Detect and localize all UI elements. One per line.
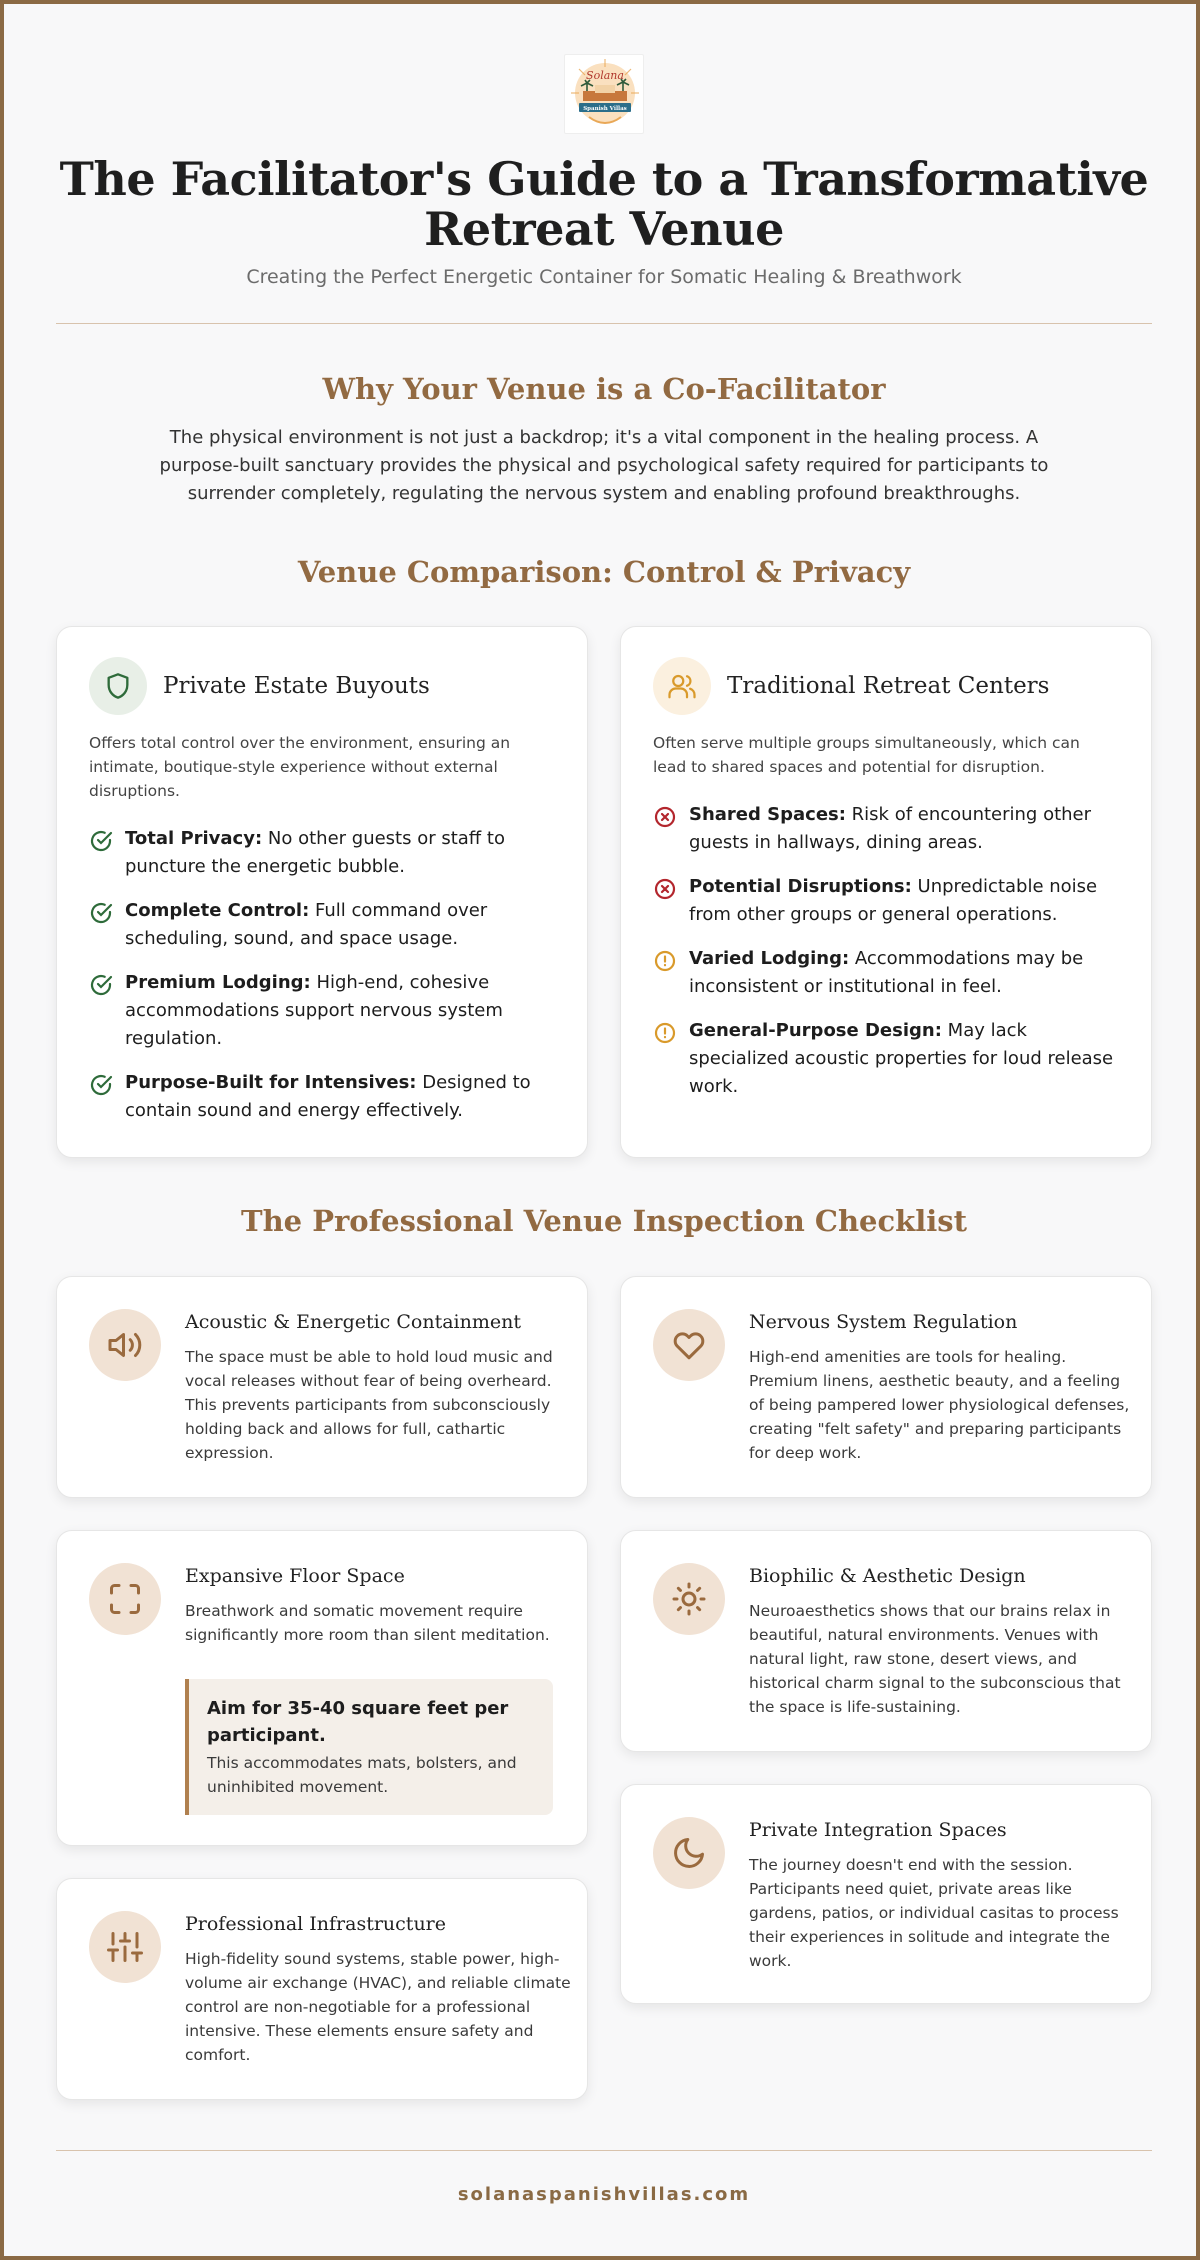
traditional-centers-card	[620, 626, 1152, 1158]
floor-space-title: Expansive Floor Space	[185, 1565, 405, 1587]
biophilic-card	[620, 1530, 1152, 1752]
list-item	[89, 825, 559, 881]
item-text: Risk of encountering other guests in hallways, dining areas.	[689, 804, 1092, 853]
check-circle-icon	[89, 829, 113, 853]
speaker-icon	[89, 1309, 161, 1381]
integration-desc: The journey doesn't end with the session. Participants need quiet, private areas like gardens, patios, or individual casitas to process their experiences in solitude and integrate the work.	[749, 1856, 1119, 1970]
traditional-centers-title: Traditional Retreat Centers	[727, 673, 1050, 699]
traditional-centers-list	[653, 801, 1123, 1117]
page-subtitle: Creating the Perfect Energetic Container for Somatic Healing & Breathwork	[246, 266, 962, 288]
private-estate-list	[89, 825, 559, 1141]
item-label: General-Purpose Design:	[689, 1020, 942, 1041]
nervous-system-desc: High-end amenities are tools for healing. Premium linens, aesthetic beauty, and a feeling of being pampered lower physiological defenses, creating "felt safety" and preparing participants for deep work.	[749, 1348, 1130, 1462]
why-heading: Why Your Venue is a Co-Facilitator	[322, 372, 886, 406]
list-item	[89, 969, 559, 1053]
item-text: May lack specialized acoustic properties for loud release work.	[689, 1020, 1114, 1097]
list-item	[653, 1017, 1123, 1101]
why-body: The physical environment is not just a backdrop; it's a vital component in the healing process. A purpose-built sanctuary provides the physical and psychological safety required for participants to surrender completely, regulating the nervous system and enabling profound breakthroughs.	[159, 427, 1049, 504]
list-item	[653, 801, 1123, 857]
private-estate-title: Private Estate Buyouts	[163, 673, 430, 699]
infrastructure-title: Professional Infrastructure	[185, 1913, 447, 1935]
comparison-heading: Venue Comparison: Control & Privacy	[297, 555, 911, 589]
callout-strong: Aim for 35-40 square feet per participant.	[207, 1698, 509, 1746]
check-circle-icon	[89, 901, 113, 925]
integration-card	[620, 1784, 1152, 2004]
nervous-system-title: Nervous System Regulation	[749, 1311, 1018, 1333]
biophilic-desc: Neuroaesthetics shows that our brains relax in beautiful, natural environments. Venues with natural light, raw stone, desert views, and historical charm signal to the subconscious that the space is life-sustaining.	[749, 1602, 1121, 1716]
item-text: Accommodations may be inconsistent or institutional in feel.	[689, 948, 1084, 997]
floor-space-card	[56, 1530, 588, 1846]
check-circle-icon	[89, 973, 113, 997]
traditional-centers-desc: Often serve multiple groups simultaneously, which can lead to shared spaces and potential for disruption.	[653, 734, 1080, 776]
list-item	[89, 1069, 559, 1125]
page-title: The Facilitator's Guide to a Transformative Retreat Venue	[59, 152, 1149, 256]
check-circle-icon	[89, 1073, 113, 1097]
nervous-system-card	[620, 1276, 1152, 1498]
acoustic-desc: The space must be able to hold loud music and vocal releases without fear of being overheard. This prevents participants from subconsciously holding back and allows for full, cathartic expression.	[185, 1348, 553, 1462]
infrastructure-desc: High-fidelity sound systems, stable power, high-volume air exchange (HVAC), and reliable climate control are non-negotiable for a professional intensive. These elements ensure safety and comfort.	[185, 1950, 571, 2064]
logo	[564, 54, 644, 134]
integration-title: Private Integration Spaces	[749, 1819, 1007, 1841]
item-label: Varied Lodging:	[689, 948, 850, 969]
footer-divider	[56, 2150, 1152, 2151]
item-label: Premium Lodging:	[125, 972, 311, 993]
checklist-heading: The Professional Venue Inspection Checklist	[241, 1204, 967, 1238]
item-text: High-end, cohesive accommodations support nervous system regulation.	[125, 972, 503, 1049]
footer-site-link[interactable]: solanaspanishvillas.com	[457, 2184, 751, 2205]
alert-circle-icon	[653, 1021, 677, 1045]
item-label: Shared Spaces:	[689, 804, 846, 825]
expand-icon	[89, 1563, 161, 1635]
users-icon	[653, 657, 711, 715]
item-label: Purpose-Built for Intensives:	[125, 1072, 417, 1093]
floor-space-callout	[185, 1679, 553, 1815]
item-label: Potential Disruptions:	[689, 876, 912, 897]
x-circle-icon	[653, 877, 677, 901]
list-item	[653, 873, 1123, 929]
item-text: Designed to contain sound and energy effectively.	[125, 1072, 531, 1121]
shield-icon	[89, 657, 147, 715]
alert-circle-icon	[653, 949, 677, 973]
item-text: Unpredictable noise from other groups or general operations.	[689, 876, 1098, 925]
moon-icon	[653, 1817, 725, 1889]
logo-text-top: Solana	[586, 69, 624, 82]
sun-icon	[653, 1563, 725, 1635]
callout-sub: This accommodates mats, bolsters, and uninhibited movement.	[207, 1754, 517, 1796]
acoustic-card	[56, 1276, 588, 1498]
list-item	[89, 897, 559, 953]
private-estate-desc: Offers total control over the environment, ensuring an intimate, boutique-style experience without external disruptions.	[89, 734, 511, 800]
infrastructure-card	[56, 1878, 588, 2100]
private-estate-card	[56, 626, 588, 1158]
sliders-icon	[89, 1911, 161, 1983]
heart-icon	[653, 1309, 725, 1381]
header-divider	[56, 323, 1152, 324]
item-label: Total Privacy:	[125, 828, 263, 849]
floor-space-desc: Breathwork and somatic movement require significantly more room than silent meditation.	[185, 1602, 550, 1644]
biophilic-title: Biophilic & Aesthetic Design	[749, 1565, 1026, 1587]
logo-text-bottom: Spanish Villas	[583, 106, 627, 112]
item-label: Complete Control:	[125, 900, 310, 921]
acoustic-title: Acoustic & Energetic Containment	[185, 1311, 521, 1333]
item-text: Full command over scheduling, sound, and space usage.	[125, 900, 488, 949]
item-text: No other guests or staff to puncture the energetic bubble.	[125, 828, 506, 877]
x-circle-icon	[653, 805, 677, 829]
list-item	[653, 945, 1123, 1001]
